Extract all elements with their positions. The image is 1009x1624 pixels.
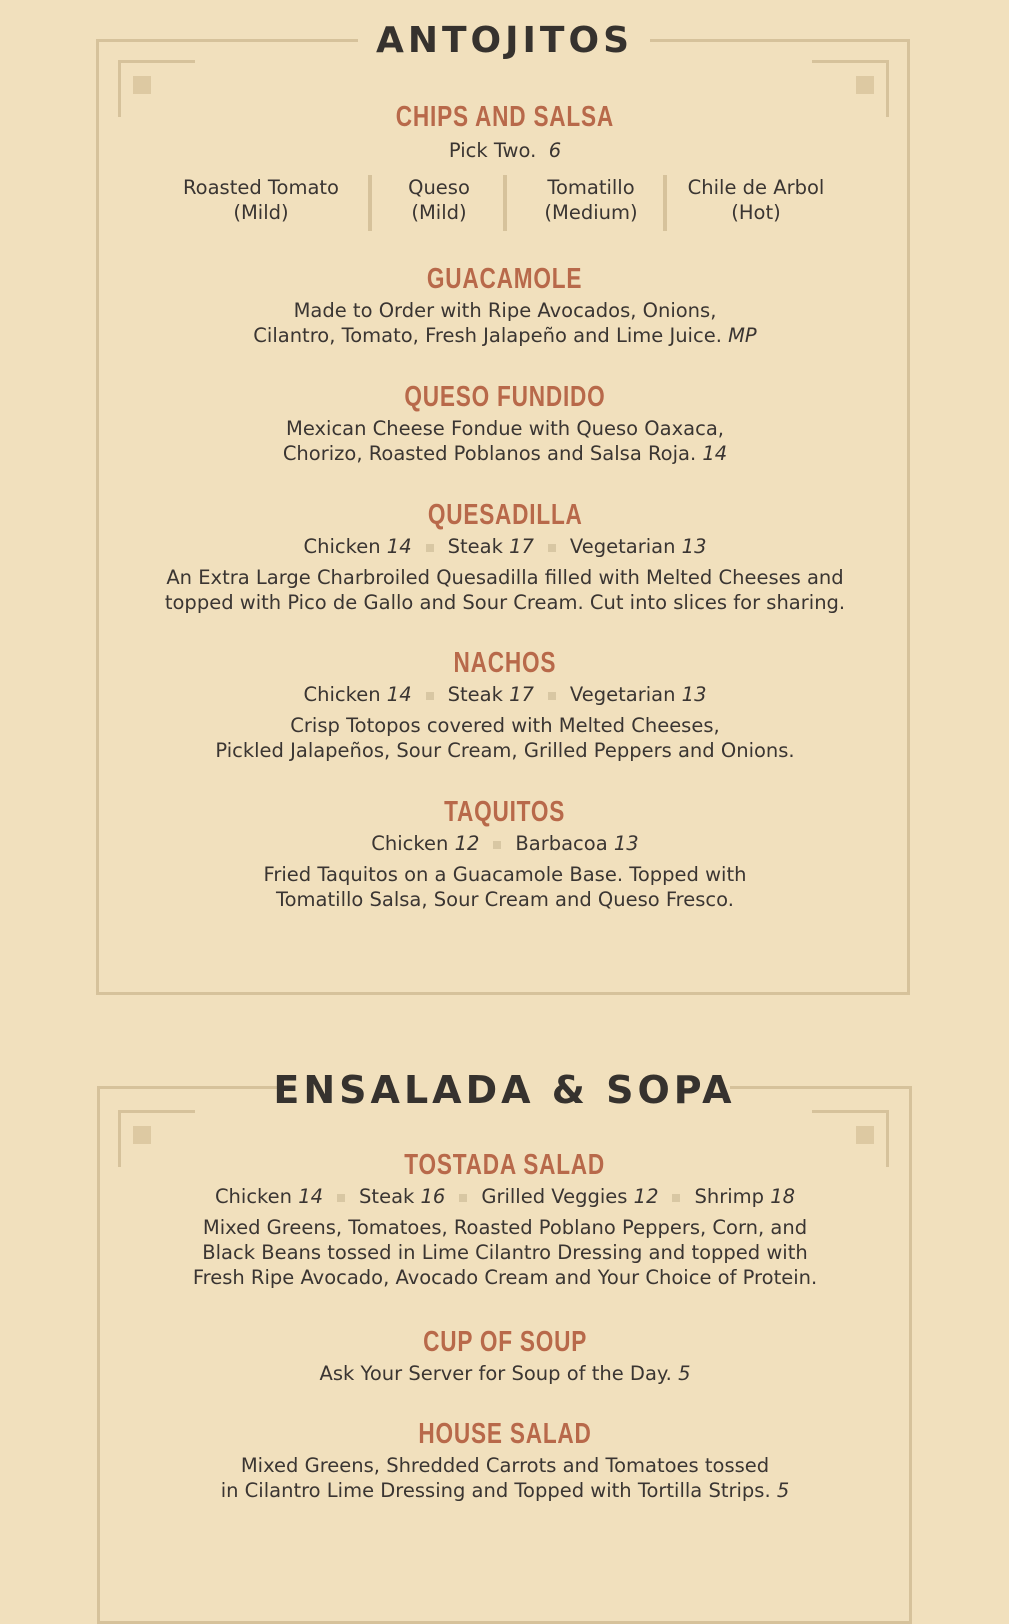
option-label: Shrimp [694,1185,765,1208]
corner-square-left [133,1126,151,1144]
item-name: HOUSE SALAD [418,1418,592,1450]
salsa-heat: (Hot) [731,201,781,224]
item-description [120,1478,890,1503]
option-price: 12 [454,832,480,855]
option-price: 13 [681,683,707,706]
option-price: 12 [633,1185,659,1208]
queso-fundido-item [120,380,890,466]
item-name: GUACAMOLE [427,263,583,295]
section-title: ANTOJITOS [375,20,634,61]
item-description: Pickled Jalapeños, Sour Cream, Grilled Peppers and Onions. [215,739,795,762]
chips-and-salsa-item [120,100,890,163]
item-name: CUP OF SOUP [422,1326,588,1358]
item-name: QUESADILLA [427,499,583,531]
item-options [120,831,890,856]
salsa-divider [368,175,372,231]
item-description: Tomatillo Salsa, Sour Cream and Queso Fresco. [276,888,734,911]
salsa-option [384,175,494,225]
option-price: 16 [420,1185,446,1208]
description-text: Cilantro, Tomato, Fresh Jalapeño and Lime Juice. [253,324,722,347]
option-label: Chicken [303,535,381,558]
option-price: 14 [386,535,412,558]
guacamole-item [120,262,890,348]
house-salad-item [120,1417,890,1503]
option-label: Chicken [214,1185,293,1208]
item-description: Fresh Ripe Avocado, Avocado Cream and Your Choice of Protein. [192,1266,818,1289]
item-description [120,323,890,348]
section-title: ENSALADA & SOPA [273,1068,736,1112]
item-price: MP [728,324,757,347]
separator [426,544,434,552]
option-label: Steak [447,535,503,558]
item-description: Crisp Totopos covered with Melted Cheeses, [290,714,720,737]
description-text: Ask Your Server for Soup of the Day. [319,1362,672,1385]
nachos-item [120,646,890,763]
item-options [120,534,890,559]
option-price: 18 [770,1185,796,1208]
separator [426,692,434,700]
salsa-option [672,175,840,225]
option-label: Chicken [371,832,449,855]
item-name: CHIPS AND SALSA [395,101,615,133]
corner-square-right [856,76,874,94]
item-name: NACHOS [453,647,557,679]
item-price: 5 [678,1362,691,1385]
option-label: Chicken [303,683,381,706]
taquitos-item [120,795,890,912]
salsa-heat: (Mild) [411,201,467,224]
item-name: TAQUITOS [444,796,566,828]
salsa-option [520,175,662,225]
option-price: 13 [613,832,639,855]
quesadilla-item [120,498,890,615]
item-options [120,682,890,707]
separator [548,544,556,552]
option-price: 13 [681,535,707,558]
salsa-name: Chile de Arbol [687,176,825,199]
option-price: 17 [509,535,534,558]
item-description: Mexican Cheese Fondue with Queso Oaxaca, [286,417,724,440]
item-name: QUESO FUNDIDO [404,381,606,413]
option-label: Vegetarian [569,535,676,558]
salsa-heat: (Medium) [544,201,638,224]
salsa-name: Roasted Tomato [183,176,339,199]
option-label: Grilled Veggies [481,1185,628,1208]
pick-line [120,138,890,163]
salsa-option [170,175,352,225]
separator [493,841,501,849]
option-price: 17 [509,683,534,706]
item-price: 5 [776,1479,790,1502]
pick-text: Pick Two. [448,139,537,162]
item-description [120,441,890,466]
item-price: 14 [702,442,728,465]
separator [548,692,556,700]
option-label: Steak [447,683,503,706]
item-description: Mixed Greens, Shredded Carrots and Tomatoes tossed [240,1454,770,1477]
option-label: Barbacoa [515,832,608,855]
corner-square-left [133,76,151,94]
salsa-name: Queso [408,176,470,199]
separator [337,1194,345,1202]
item-description: Mixed Greens, Tomatoes, Roasted Poblano Peppers, Corn, and [202,1216,808,1239]
salsa-divider [663,175,667,231]
cup-of-soup-item [120,1325,890,1386]
item-options [120,1184,890,1209]
option-price: 14 [298,1185,324,1208]
option-label: Vegetarian [569,683,676,706]
item-price: 6 [548,139,562,162]
ensalada-sopa-section [0,1040,1009,1600]
option-price: 14 [386,683,412,706]
salsa-divider [503,175,507,231]
item-description [120,1361,890,1386]
item-description: Black Beans tossed in Lime Cilantro Dressing and topped with [202,1241,808,1264]
option-label: Steak [359,1185,415,1208]
salsa-heat: (Mild) [233,201,289,224]
item-description: Made to Order with Ripe Avocados, Onions, [293,299,717,322]
item-description: topped with Pico de Gallo and Sour Cream. Cut into slices for sharing. [164,591,846,614]
corner-square-right [856,1126,874,1144]
salsa-name: Tomatillo [547,176,635,199]
description-text: in Cilantro Lime Dressing and Topped with Tortilla Strips. [220,1479,771,1502]
item-description: Fried Taquitos on a Guacamole Base. Topped with [263,863,747,886]
separator [459,1194,467,1202]
salsa-options [0,175,1009,235]
tostada-salad-item [120,1148,890,1290]
item-description: An Extra Large Charbroiled Quesadilla filled with Melted Cheeses and [166,566,844,589]
item-name: TOSTADA SALAD [404,1149,606,1181]
description-text: Chorizo, Roasted Poblanos and Salsa Roja. [282,442,697,465]
separator [672,1194,680,1202]
